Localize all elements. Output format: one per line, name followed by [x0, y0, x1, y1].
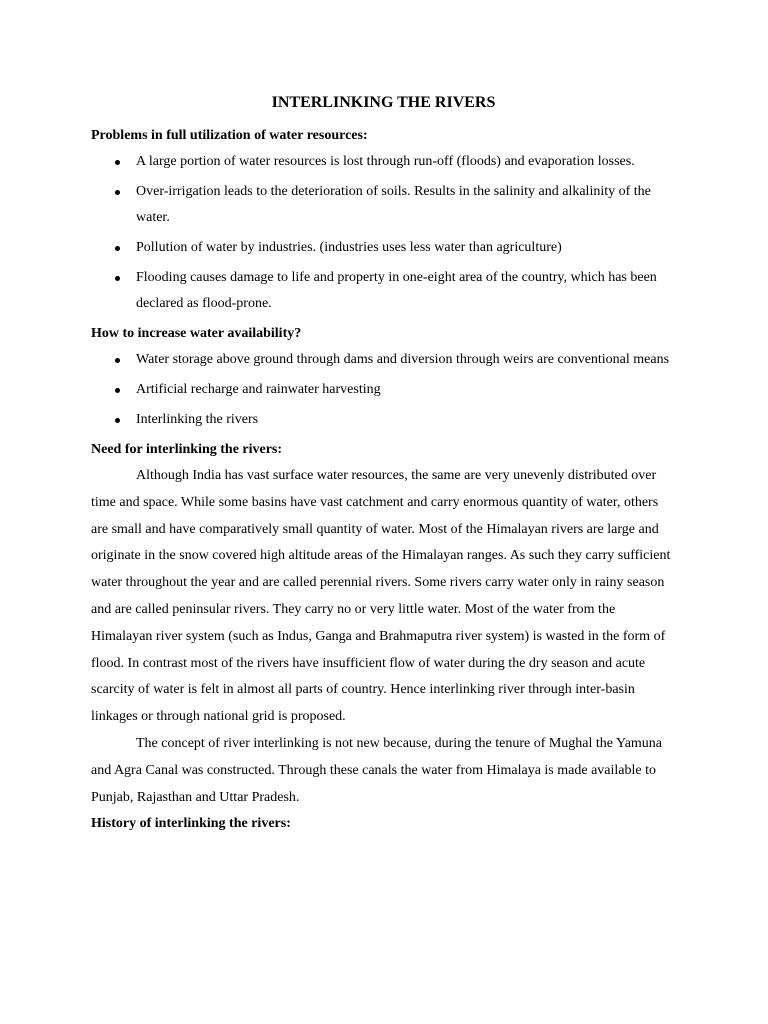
section-heading-history: History of interlinking the rivers: [91, 816, 291, 832]
paragraph-need: Although India has vast surface water resources, the same are very unevenly distributed over time and space. While some basins have vast catchment and carry enormous quantity of water, others are small and have comparatively small quantity of water. Most of the Himalayan rivers are large and originate in the snow covered high altitude areas of the Himalayan ranges. As such they carry sufficient water throughout the year and are called perennial rivers. Some rivers carry water only in rainy season and are called peninsular rivers. They carry no or very little water. Most of the water from the Himalayan river system (such as Indus, Ganga and Brahmaputra river system) is wasted in the form of flood. In contrast most of the rivers have insufficient flow of water during the dry season and acute scarcity of water is felt in almost all parts of country. Hence interlinking river through inter-basin linkages or through national grid is proposed. [91, 468, 671, 725]
list-item-text: Pollution of water by industries. (industries uses less water than agriculture) [136, 240, 562, 255]
bullet-icon [115, 190, 120, 195]
bullet-icon [115, 388, 120, 393]
list-item [91, 347, 676, 373]
list-item [91, 179, 676, 231]
list-item-text: A large portion of water resources is lost through run-off (floods) and evaporation losses. [136, 154, 635, 169]
problems-list [91, 149, 676, 317]
list-item [91, 265, 676, 317]
paragraph-concept: The concept of river interlinking is not new because, during the tenure of Mughal the Yamuna and Agra Canal was constructed. Through these canals the water from Himalaya is made available to Punjab, Rajasthan and Uttar Pradesh. [91, 735, 663, 805]
document-title: INTERLINKING THE RIVERS [271, 94, 496, 111]
list-item-text: Over-irrigation leads to the deterioration of soils. Results in the salinity and alkalinity of the water. [136, 184, 651, 225]
list-item-text: Artificial recharge and rainwater harvesting [136, 382, 381, 397]
list-item-text: Flooding causes damage to life and property in one-eight area of the country, which has been declared as flood-prone. [136, 270, 657, 311]
section-heading-need: Need for interlinking the rivers: [91, 442, 283, 457]
availability-list [91, 347, 676, 433]
list-item [91, 149, 676, 175]
list-item [91, 235, 676, 261]
section-heading-problems: Problems in full utilization of water resources: [91, 128, 368, 143]
list-item-text: Water storage above ground through dams and diversion through weirs are conventional means [136, 352, 670, 367]
bullet-icon [115, 418, 120, 423]
list-item [91, 407, 676, 433]
bullet-icon [115, 358, 120, 363]
bullet-icon [115, 160, 120, 165]
list-item-text: Interlinking the rivers [136, 412, 259, 427]
list-item [91, 377, 676, 403]
section-heading-availability: How to increase water availability? [91, 326, 302, 341]
bullet-icon [115, 276, 120, 281]
bullet-icon [115, 246, 120, 251]
